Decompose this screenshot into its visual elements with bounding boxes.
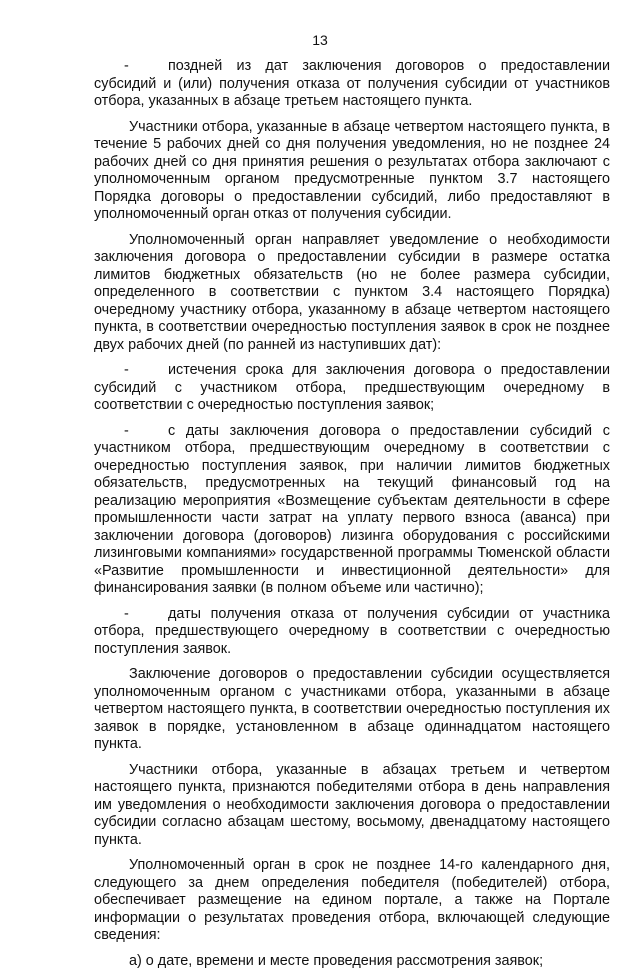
paragraph: Уполномоченный орган направляет уведомление о необходимости заключения договора о предоставлении субсидии в размере остатка лимитов бюджетных обязательств (но не более размера субсидии, определенного в соответствии с пунктом 3.4 настоящего Порядка) очередному участнику отбора, указанному в абзаце четвертом настоящего пункта, в соответствии очередностью поступления заявок в срок не позднее двух рабочих дней (по ранней из наступивших дат): <box>94 231 610 353</box>
paragraph-bullet <box>94 423 610 598</box>
paragraph-bullet <box>94 606 610 659</box>
bullet-dash: - <box>124 58 129 74</box>
bullet-dash: - <box>124 362 129 378</box>
paragraph-bullet <box>94 362 610 415</box>
bullet-dash: - <box>124 605 129 622</box>
paragraph: Участники отбора, указанные в абзаце четвертом настоящего пункта, в течение 5 рабочих дней со дня получения уведомления, но не позднее 24 рабочих дней со дня принятия решения о результатах отбора заключают с уполномоченным органом предусмотренные пунктом 3.7 настоящего Порядка договоры о предоставлении субсидий, либо предоставляют в уполномоченный орган отказ от получения субсидии. <box>94 118 610 222</box>
paragraph: Уполномоченный орган в срок не позднее 14-го календарного дня, следующего за днем определения победителя (победителей) отбора, обеспечивает размещение на едином портале, а также на Портале информации о результатах проведения отбора, включающей следующие сведения: <box>94 857 610 943</box>
page-number: 13 <box>312 32 328 48</box>
paragraph-text: даты получения отказа от получения субсидии от участника отбора, предшествующего очередному в соответствии с очередностью поступления заявок. <box>94 605 610 657</box>
paragraph: Участники отбора, указанные в абзацах третьем и четвертом настоящего пункта, признаются победителями отбора в день направления им уведомления о необходимости заключения договора о предоставлении субсидии согласно абзацам шестому, восьмому, двенадцатому настоящего пункта. <box>94 761 610 848</box>
paragraph-bullet <box>94 58 610 111</box>
paragraph-text: с даты заключения договора о предоставлении субсидий с участником отбора, предшествующим очередному в соответствии с очередностью поступления заявок, при наличии лимитов бюджетных обязательств, предусмотренных на текущий финансовый год на реализацию мероприятия «Возмещение субъектам деятельности в сфере промышленности части затрат на уплату первого взноса (аванса) при заключении договора (договоров) лизинга оборудования с российскими лизинговыми компаниями» государственной программы Тюменской области «Развитие промышленности и инвестиционной деятельности» для финансирования заявки (в полном объеме или частично); <box>94 422 610 596</box>
document-body <box>94 58 610 978</box>
paragraph: а) о дате, времени и месте проведения рассмотрения заявок; <box>129 952 544 969</box>
paragraph: Заключение договоров о предоставлении субсидии осуществляется уполномоченным органом с участниками отбора, указанными в абзаце четвертом настоящего пункта, в соответствии очередностью поступления их заявок в порядке, установленном в абзаце одиннадцатом настоящего пункта. <box>94 666 610 752</box>
bullet-dash: - <box>124 422 129 439</box>
paragraph-text: истечения срока для заключения договора о предоставлении субсидий с участником отбора, предшествующим очередному в соответствии с очередностью поступления заявок; <box>94 362 610 413</box>
paragraph-text: поздней из дат заключения договоров о предоставлении субсидий и (или) получения отказа от получения субсидии от участников отбора, указанных в абзаце третьем настоящего пункта. <box>94 58 610 109</box>
